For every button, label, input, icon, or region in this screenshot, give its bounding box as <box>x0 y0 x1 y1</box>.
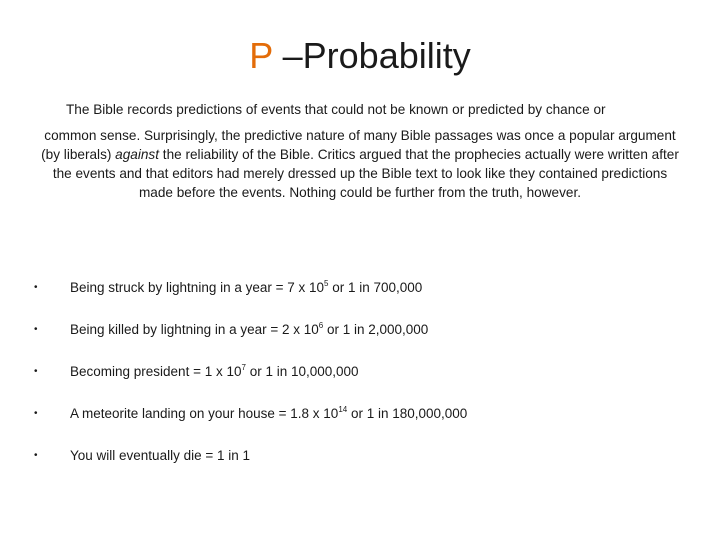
intro-text-part1: common sense. Surprisingly, the predictive nature of many Bible passages was once a popular argument (by liberals) <box>41 128 676 162</box>
item-text: You will eventually die = 1 in 1 <box>70 448 250 463</box>
slide-title <box>0 34 720 78</box>
bullet-marker: • <box>34 408 38 419</box>
list-item <box>34 362 694 404</box>
intro-first-line: The Bible records predictions of events that could not be known or predicted by chance or <box>66 102 606 117</box>
item-exponent: 14 <box>338 405 348 414</box>
item-exponent: 5 <box>324 279 329 288</box>
intro-text-part2: the reliability of the Bible. Critics argued that the prophecies actually were written after the events and that editors had merely dressed up the Bible text to look like they contained predictions made before the events. Nothing could be further from the truth, however. <box>52 147 679 200</box>
bullet-marker: • <box>34 324 38 335</box>
item-text-end: or 1 in 10,000,000 <box>245 364 359 379</box>
bullet-marker: • <box>34 366 38 377</box>
list-item <box>34 446 694 488</box>
list-item <box>34 404 694 446</box>
item-text-end: or 1 in 180,000,000 <box>347 406 468 421</box>
list-item <box>34 320 694 362</box>
title-letter: P <box>249 35 273 76</box>
item-text: A meteorite landing on your house = 1.8 x 10 <box>70 406 339 421</box>
item-text: Being killed by lightning in a year = 2 x 10 <box>70 322 319 337</box>
bullet-marker: • <box>34 450 38 461</box>
probability-list <box>34 278 694 488</box>
item-text-end: or 1 in 700,000 <box>328 280 423 295</box>
bullet-marker: • <box>34 282 38 293</box>
intro-emphasis: against <box>115 147 160 162</box>
item-text-end: or 1 in 2,000,000 <box>323 322 429 337</box>
item-exponent: 7 <box>241 363 246 372</box>
item-text: Being struck by lightning in a year = 7 x 10 <box>70 280 325 295</box>
intro-paragraph <box>38 100 682 202</box>
list-item <box>34 278 694 320</box>
item-exponent: 6 <box>318 321 324 330</box>
item-text: Becoming president = 1 x 10 <box>70 364 242 379</box>
title-text: –Probability <box>272 35 471 76</box>
